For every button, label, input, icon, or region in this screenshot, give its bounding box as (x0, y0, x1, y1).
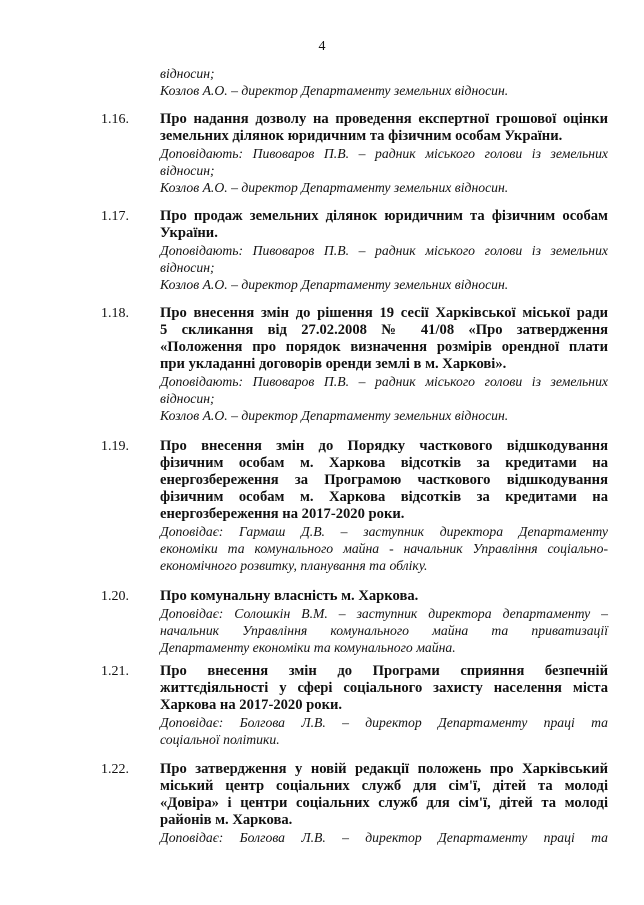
item-title (160, 111, 608, 145)
item-number: 1.20. (101, 589, 129, 604)
speaker-line: Доповідає: Болгова Л.В. – директор Департаменту праці та (160, 830, 608, 845)
speaker-line: Козлов А.О. – директор Департаменту земельних відносин. (160, 277, 509, 292)
title-line: життєдіяльності у сфері соціального захисту населення міста (160, 680, 608, 696)
item-number: 1.21. (101, 664, 129, 679)
speaker-line: відносин; (160, 66, 215, 81)
item-number: 1.18. (101, 306, 129, 321)
item-title (160, 663, 608, 714)
speaker-line: Козлов А.О. – директор Департаменту земельних відносин. (160, 408, 509, 423)
item-title (160, 588, 608, 605)
item-title (160, 208, 608, 242)
title-line: Про внесення змін до Програми сприяння безпечній (160, 663, 608, 679)
title-line: 5 скликання від 27.02.2008 № 41/08 «Про затвердження (160, 322, 608, 338)
speaker-line: економіки та комунального майна - начальник Управління соціально- (160, 541, 608, 556)
title-line: енергозбереження на 2017-2020 роки. (160, 506, 405, 522)
title-line: енергозбереження за Програмою часткового відшкодування (160, 472, 608, 488)
item-speakers (160, 145, 608, 196)
speaker-line: Доповідають: Пивоваров П.В. – радник міського голови із земельних (160, 374, 608, 389)
title-line: «Довіра» і центри соціальних служб для сім'ї, дітей та молоді (160, 795, 608, 811)
item-speakers (160, 829, 608, 846)
title-line: Харкова на 2017-2020 роки. (160, 697, 343, 713)
title-line: Про затвердження у новій редакції положень про Харківський (160, 761, 608, 777)
speaker-text (160, 65, 610, 99)
title-line: при укладанні договорів оренди землі в м. Харкові». (160, 356, 507, 372)
speaker-line: відносин; (160, 163, 215, 178)
item-number: 1.22. (101, 762, 129, 777)
item-speakers (160, 714, 608, 748)
item-number: 1.19. (101, 439, 129, 454)
item-number: 1.17. (101, 209, 129, 224)
title-line: Про надання дозволу на проведення експертної грошової оцінки (160, 111, 608, 127)
speaker-line: відносин; (160, 260, 215, 275)
item-title (160, 305, 608, 373)
item-title (160, 438, 608, 523)
speaker-line: відносин; (160, 391, 215, 406)
item-speakers (160, 373, 608, 424)
title-line: районів м. Харкова. (160, 812, 293, 828)
item-speakers (160, 242, 608, 293)
title-line: «Положення про порядок визначення розмірів орендної плати (160, 339, 608, 355)
speaker-line: Департаменту економіки та комунального майна. (160, 640, 456, 655)
title-line: Про продаж земельних ділянок юридичним та фізичним особам (160, 208, 608, 224)
item-speakers (160, 605, 608, 656)
title-line: України. (160, 225, 218, 241)
title-line: фізичним особам м. Харкова відсотків за кредитами на (160, 489, 608, 505)
title-line: Про внесення змін до рішення 19 сесії Харківської міської ради (160, 305, 608, 321)
title-line: Про внесення змін до Порядку часткового відшкодування (160, 438, 608, 454)
item-number: 1.16. (101, 112, 129, 127)
speaker-line: Доповідає: Гармаш Д.В. – заступник директора Департаменту (160, 524, 608, 539)
speaker-line: Доповідає: Болгова Л.В. – директор Департаменту праці та (160, 715, 608, 730)
speaker-line: економічного розвитку, планування та обліку. (160, 558, 428, 573)
title-line: фізичним особам м. Харкова відсотків за кредитами на (160, 455, 608, 471)
speaker-line: Доповідає: Солошкін В.М. – заступник директора департаменту – (160, 606, 608, 621)
item-title (160, 761, 608, 829)
speaker-line: Козлов А.О. – директор Департаменту земельних відносин. (160, 83, 509, 98)
title-line: земельних ділянок юридичним та фізичним особам України. (160, 128, 563, 144)
speaker-line: соціальної політики. (160, 732, 280, 747)
speaker-line: начальник Управління комунального майна та приватизації (160, 623, 608, 638)
continued-speakers (160, 65, 610, 99)
title-line: Про комунальну власність м. Харкова. (160, 588, 419, 604)
item-speakers (160, 523, 608, 574)
title-line: міський центр соціальних служб для сім'ї, дітей та молоді (160, 778, 608, 794)
speaker-line: Доповідають: Пивоваров П.В. – радник міського голови із земельних (160, 146, 608, 161)
speaker-line: Козлов А.О. – директор Департаменту земельних відносин. (160, 180, 509, 195)
page-number: 4 (318, 39, 326, 54)
speaker-line: Доповідають: Пивоваров П.В. – радник міського голови із земельних (160, 243, 608, 258)
